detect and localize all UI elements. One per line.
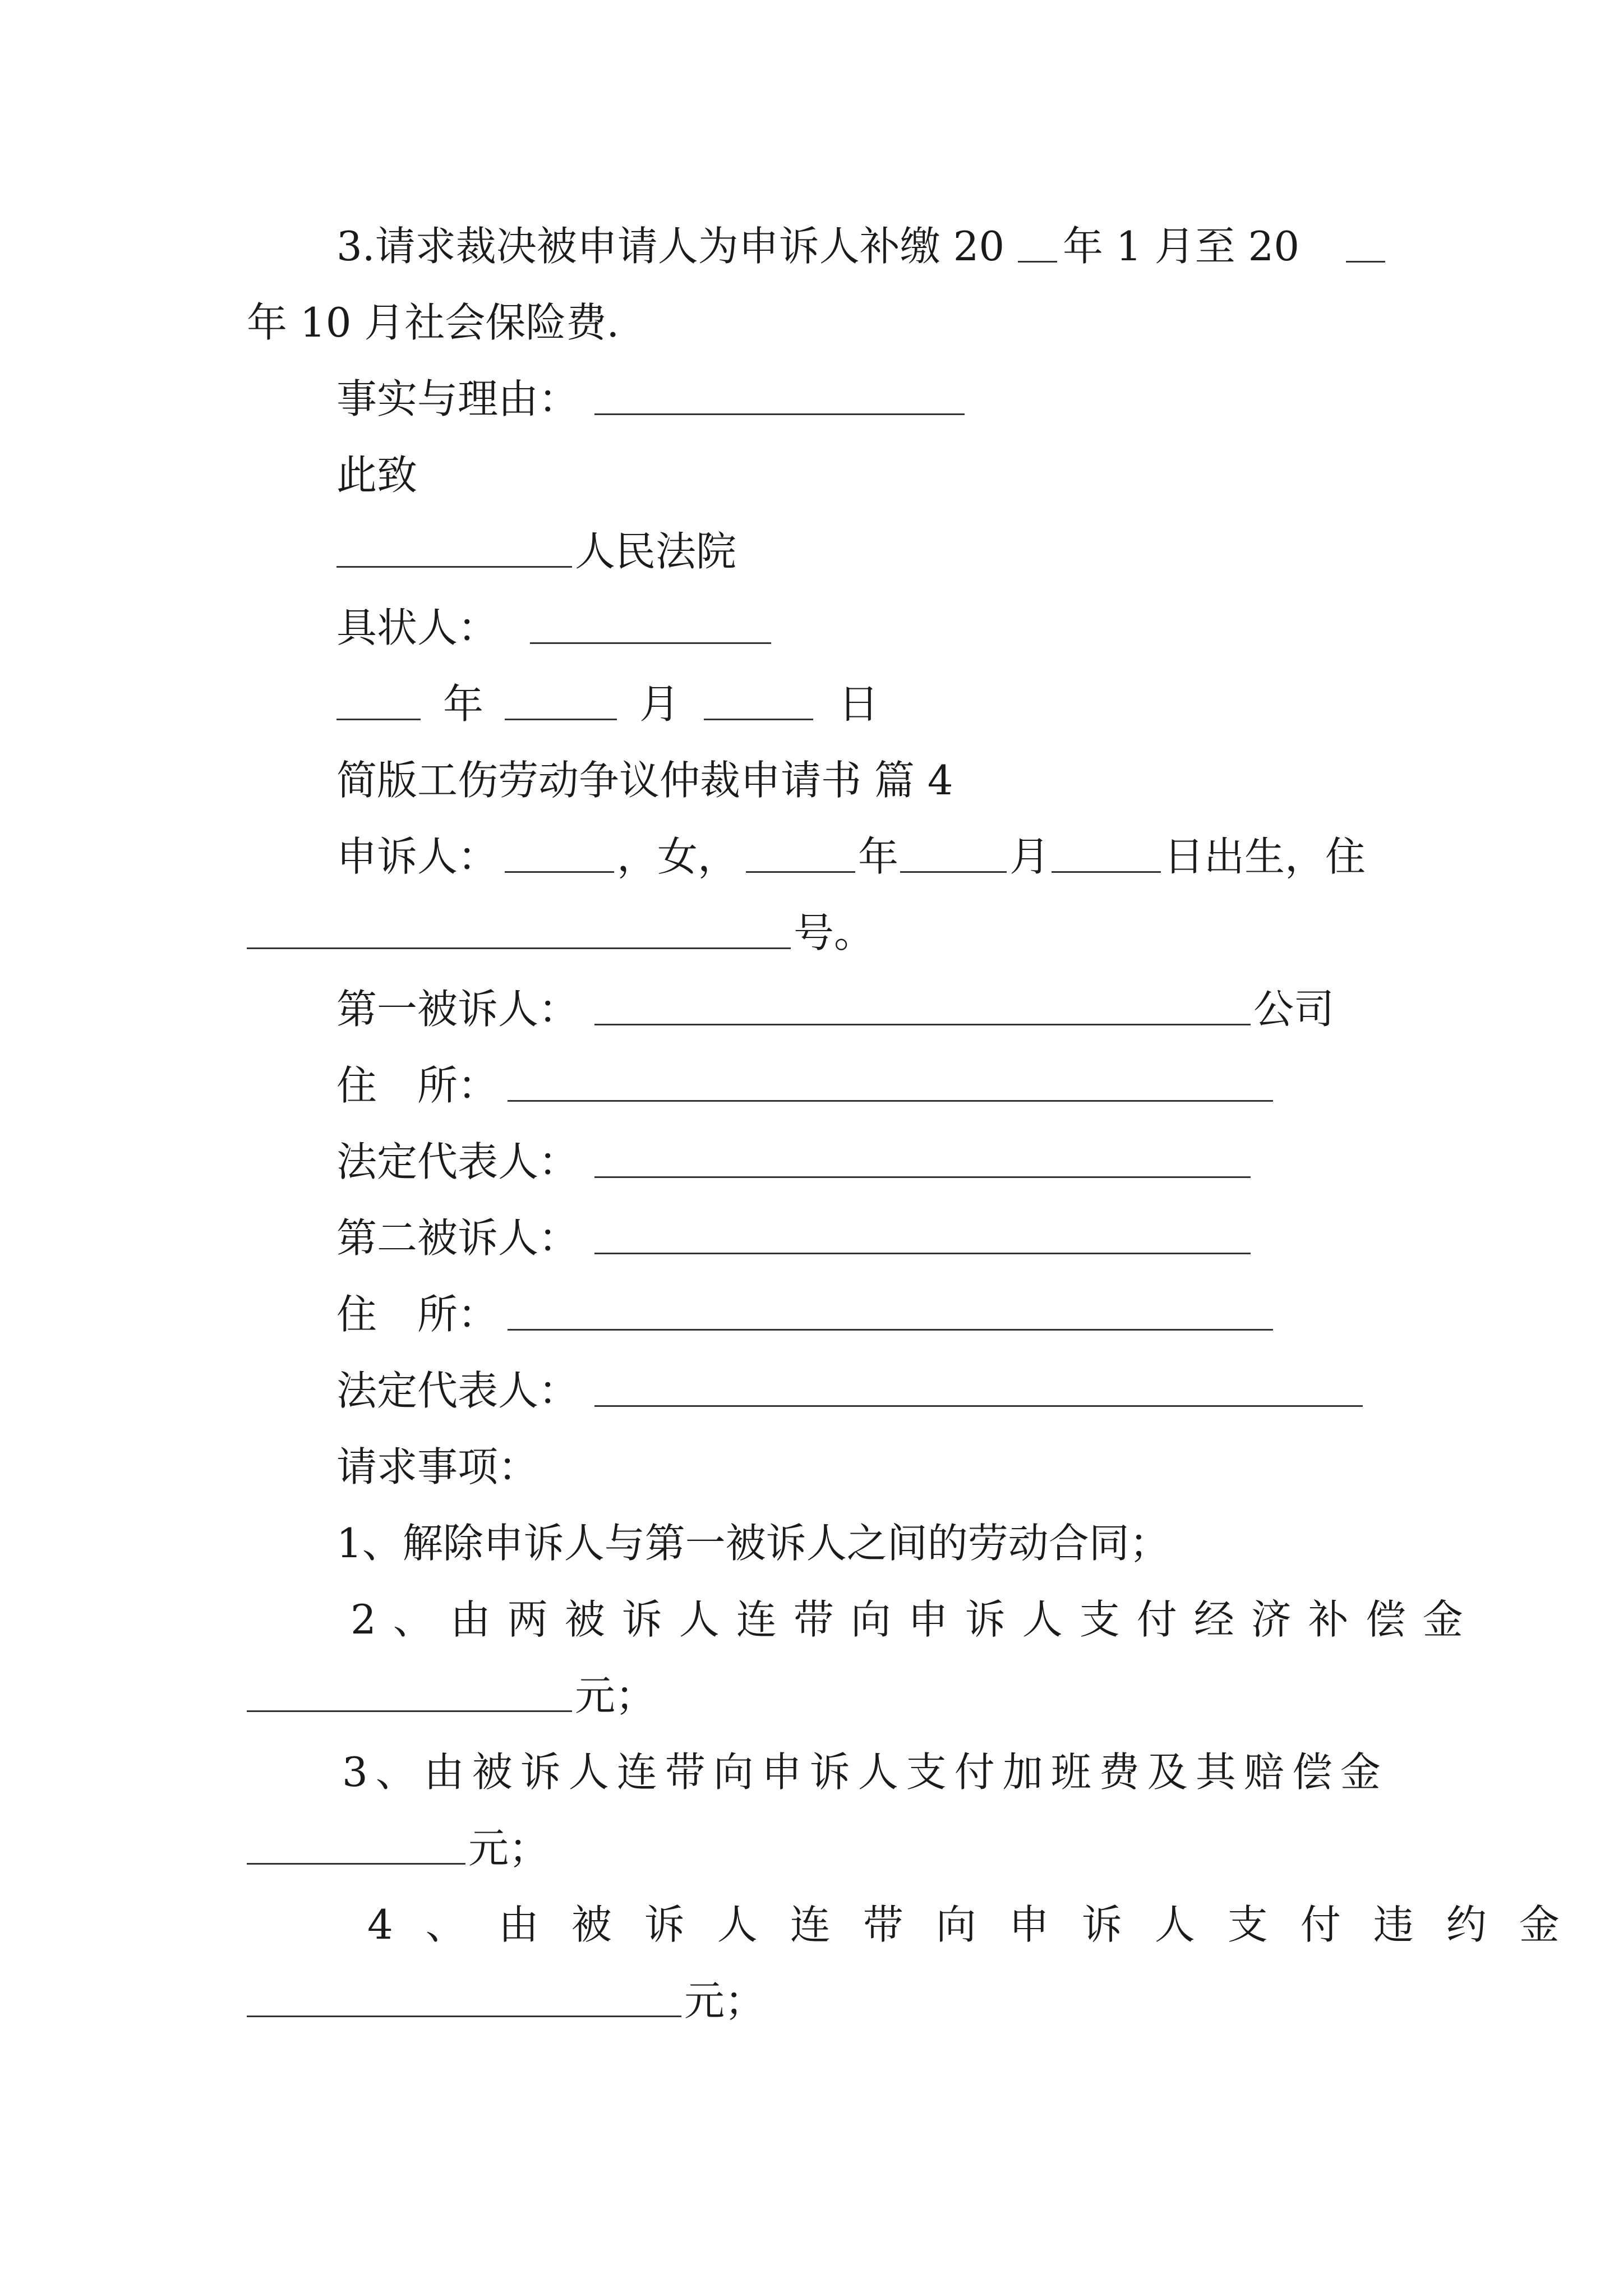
birth-day-blank xyxy=(1052,826,1161,887)
appellant-name-blank xyxy=(505,826,614,887)
blank-year-2 xyxy=(1346,215,1385,277)
court-line: 人民法院 xyxy=(0,521,1623,582)
second-respondent-line: 第二被诉人： xyxy=(0,1207,1623,1269)
section-title: 简版工伤劳动争议仲裁申请书 篇 4 xyxy=(336,757,953,804)
address-line-1: 住 所： xyxy=(0,1055,1623,1116)
claim-item-4-line-1: 4、由被诉人连带向申诉人支付违约金 xyxy=(367,1901,1592,1948)
second-respondent-blank xyxy=(594,1207,1251,1269)
claim-item-4-line-2: 元； xyxy=(0,1970,1623,2032)
date-day-blank xyxy=(704,673,813,735)
claims-title: 请求事项： xyxy=(336,1443,539,1490)
address-blank-1 xyxy=(508,1055,1273,1116)
address-line-2: 住 所： xyxy=(0,1283,1623,1345)
claim-3-line-1: 3.请求裁决被申请人为申诉人补缴 20 年 1 月至 20 xyxy=(0,215,1623,277)
appellant-line-1: 申诉人： ，女， 年 月 日出生，住 xyxy=(0,826,1623,887)
first-respondent-blank xyxy=(594,978,1251,1040)
legal-rep-line-2: 法定代表人： xyxy=(0,1360,1623,1421)
overtime-blank xyxy=(247,1818,465,1879)
birth-year-blank xyxy=(746,826,855,887)
address-blank-2 xyxy=(508,1283,1273,1345)
facts-blank xyxy=(594,368,965,430)
compensation-blank xyxy=(247,1665,572,1727)
appellant-address-blank xyxy=(247,902,791,964)
claim-item-2-line-2: 元； xyxy=(0,1665,1623,1727)
legal-rep-line-1: 法定代表人： xyxy=(0,1131,1623,1193)
plaintiff-blank xyxy=(530,597,771,659)
ci-zhi-line: 此致 xyxy=(336,452,418,499)
legal-rep-blank-2 xyxy=(594,1360,1363,1421)
date-year-blank xyxy=(336,673,421,735)
claim-item-3-line-2: 元； xyxy=(0,1818,1623,1879)
date-month-blank xyxy=(505,673,617,735)
birth-month-blank xyxy=(900,826,1007,887)
plaintiff-line: 具状人： xyxy=(0,597,1623,659)
date-line: 年 月 日 xyxy=(0,673,1623,735)
claim-3-line-2: 年 10 月社会保险费. xyxy=(247,299,620,346)
claim-item-1: 1、解除申诉人与第一被诉人之间的劳动合同； xyxy=(336,1520,1170,1567)
court-blank xyxy=(336,521,572,582)
first-respondent-line: 第一被诉人： 公司 xyxy=(0,978,1623,1040)
claim-item-3-line-1: 3、由被诉人连带向申诉人支付加班费及其赔偿金 xyxy=(342,1749,1389,1796)
appellant-line-2: 号。 xyxy=(0,902,1623,964)
facts-line: 事实与理由： xyxy=(0,368,1623,430)
blank-year-1 xyxy=(1018,215,1057,277)
legal-rep-blank-1 xyxy=(594,1131,1251,1193)
penalty-blank xyxy=(247,1970,681,2032)
claim-item-2-line-1: 2、由两被诉人连带向申诉人支付经济补偿金 xyxy=(351,1596,1480,1643)
